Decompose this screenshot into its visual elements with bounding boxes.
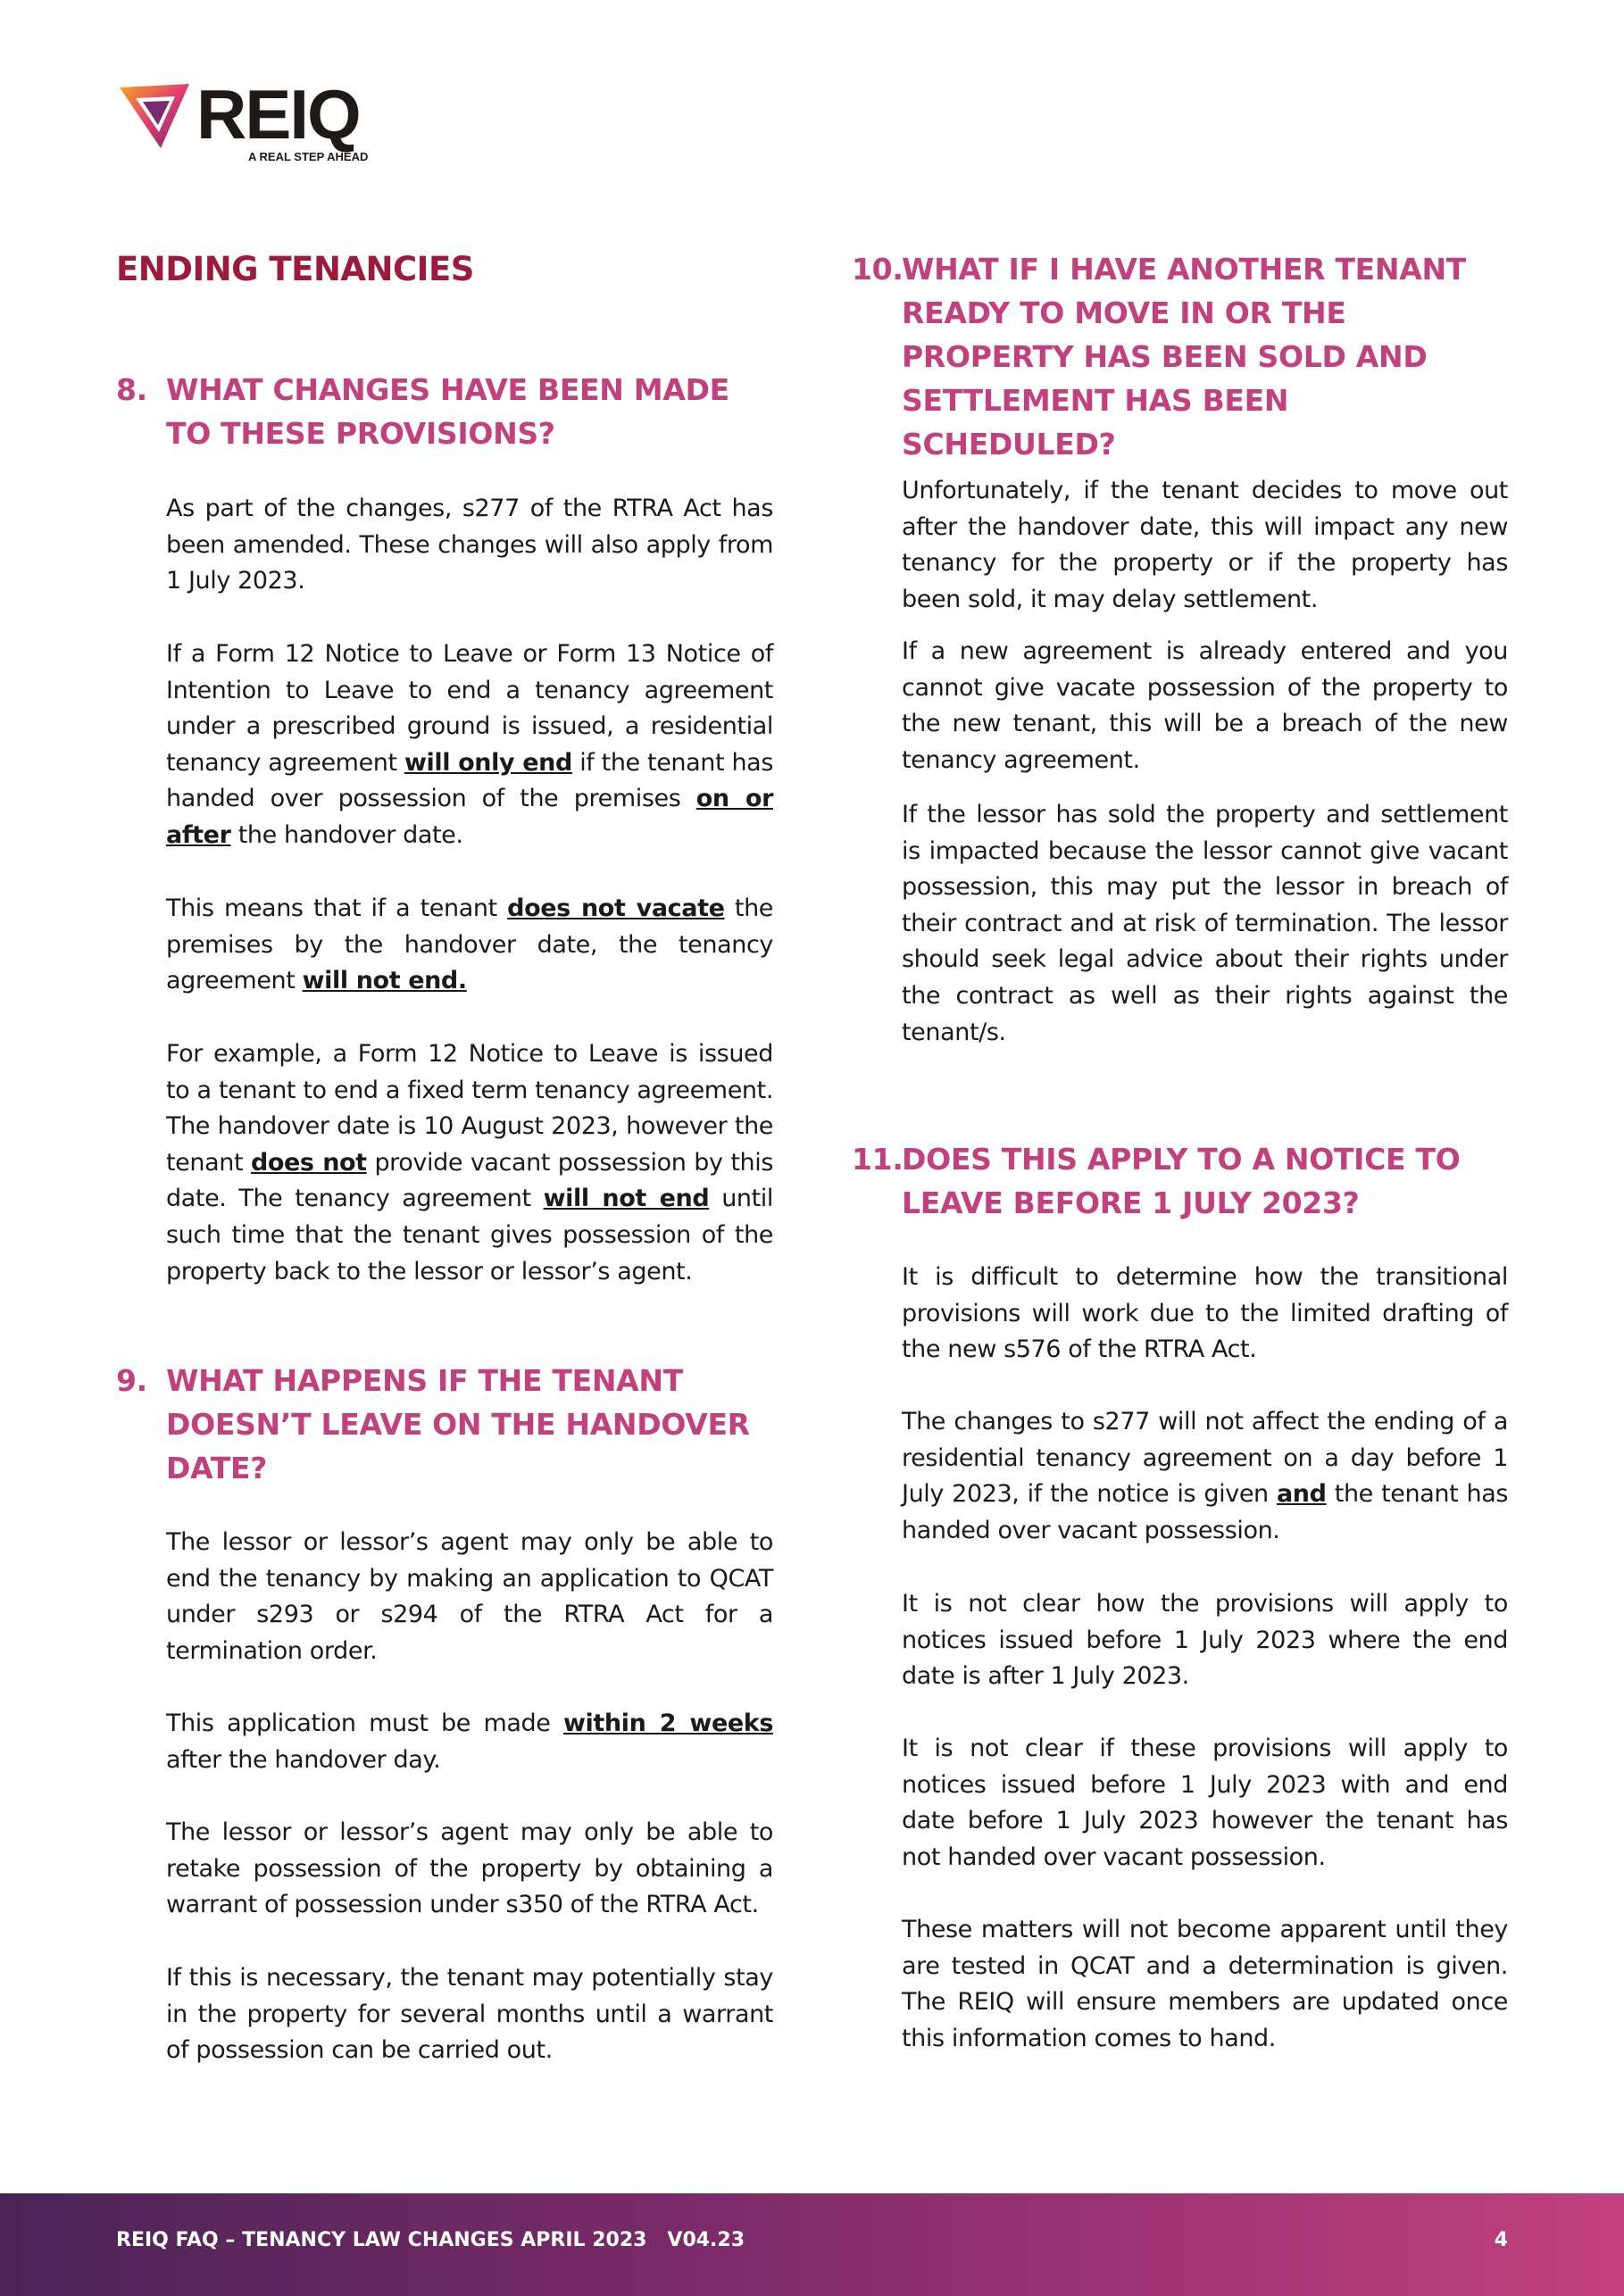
question-8-paragraph xyxy=(166,891,773,1000)
question-title: WHAT CHANGES HAVE BEEN MADE TO THESE PROVISIONS? xyxy=(166,372,729,451)
question-9-paragraph xyxy=(166,1525,773,1669)
question-number: 10. xyxy=(852,252,904,287)
question-11-paragraph xyxy=(902,1404,1508,1549)
emphasis-text: will not end xyxy=(543,1185,710,1213)
body-text: the handover date. xyxy=(230,820,463,849)
body-text: after the handover day. xyxy=(166,1745,441,1774)
section-title: ENDING TENANCIES xyxy=(116,250,474,288)
question-9-heading xyxy=(116,1359,773,1490)
body-text: These matters will not become apparent until they are tested in QCAT and a determination is given. The REIQ will ensure members are updated once this information comes to hand. xyxy=(902,1916,1508,2052)
emphasis-text: will only end xyxy=(404,748,572,777)
body-text: until such time that the tenant gives possession of the property back to the lessor or lessor’s agent. xyxy=(166,1185,774,1285)
question-10-paragraph xyxy=(902,634,1508,778)
question-10-heading xyxy=(852,247,1508,466)
body-text: For example, a Form 12 Notice to Leave is issued to a tenant to end a fixed term tenancy agreement. The handover date is 10 August 2023, however the tenant xyxy=(166,1040,773,1177)
body-text: The lessor or lessor’s agent may only be able to end the tenancy by making an application to QCAT under s293 or s294 of the RTRA Act for a termination order. xyxy=(166,1528,773,1665)
body-text: As part of the changes, s277 of the RTRA Act has been amended. These changes will also apply from 1 July 2023. xyxy=(166,495,773,595)
question-number: 11. xyxy=(852,1142,904,1177)
page-number: 4 xyxy=(1494,2229,1508,2251)
question-8-heading xyxy=(116,368,773,455)
body-text: Unfortunately, if the tenant decides to move out after the handover date, this will impact any new tenancy for the property or if the property has been sold, it may delay settlement. xyxy=(902,477,1508,613)
emphasis-text: will not end. xyxy=(302,967,467,995)
question-11-paragraph xyxy=(902,1912,1508,2057)
question-title: DOES THIS APPLY TO A NOTICE TO LEAVE BEFORE 1 JULY 2023? xyxy=(902,1142,1461,1220)
body-text: If a Form 12 Notice to Leave or Form 13 Notice of Intention to Leave to end a tenancy agreement under a prescribed ground is issued, a residential tenancy agreement xyxy=(166,640,773,777)
body-text: If this is necessary, the tenant may potentially stay in the property for several months until a warrant of possession can be carried out. xyxy=(166,1964,773,2065)
body-text: It is not clear how the provisions will apply to notices issued before 1 July 2023 where the end date is after 1 July 2023. xyxy=(902,1590,1508,1691)
footer-bar xyxy=(0,2193,1624,2296)
question-9-paragraph xyxy=(166,1706,773,1778)
body-text: the tenant has handed over vacant possession. xyxy=(902,1480,1509,1544)
body-text: It is not clear if these provisions will apply to notices issued before 1 July 2023 with and end date before 1 July 2023 however the tenant has not handed over vacant possession. xyxy=(902,1734,1508,1871)
emphasis-text: within 2 weeks xyxy=(563,1710,774,1737)
reiq-logo xyxy=(116,75,384,168)
question-11-paragraph xyxy=(902,1586,1508,1695)
logo-tagline: A REAL STEP AHEAD xyxy=(248,150,369,163)
question-8-paragraph xyxy=(166,491,773,600)
emphasis-text: on or after xyxy=(166,785,773,849)
body-text: If the lessor has sold the property and settlement is impacted because the lessor cannot give vacant possession, this may put the lessor in breach of their contract and at risk of termination. The lessor should seek legal advice about their rights under the contract as well as their rights against the tenant/s. xyxy=(902,801,1508,1046)
emphasis-text: and xyxy=(1276,1480,1327,1509)
question-title: WHAT IF I HAVE ANOTHER TENANT READY TO MOVE IN OR THE PROPERTY HAS BEEN SOLD AND SETTLEMENT HAS BEEN SCHEDULED? xyxy=(902,252,1466,462)
body-text: It is difficult to determine how the transitional provisions will work due to the limited drafting of the new s576 of the RTRA Act. xyxy=(902,1263,1508,1364)
body-text: provide vacant possession by this date. The tenancy agreement xyxy=(166,1148,774,1213)
body-text: The changes to s277 will not affect the ending of a residential tenancy agreement on a day before 1 July 2023, if the notice is given xyxy=(902,1408,1508,1509)
question-11-paragraph xyxy=(902,1260,1508,1368)
footer-title: REIQ FAQ – TENANCY LAW CHANGES APRIL 2023 V04.23 xyxy=(116,2229,745,2251)
question-number: 8. xyxy=(116,372,147,407)
body-text: the premises by the handover date, the tenancy agreement xyxy=(166,894,773,995)
body-text: The lessor or lessor’s agent may only be able to retake possession of the property by obtaining a warrant of possession under s350 of the RTRA Act. xyxy=(166,1818,773,1919)
emphasis-text: does not vacate xyxy=(507,894,725,922)
reiq-triangle-icon xyxy=(116,82,193,150)
question-9-paragraph xyxy=(166,1815,773,1924)
body-text: if the tenant has handed over possession of the premises xyxy=(166,748,773,813)
question-title: WHAT HAPPENS IF THE TENANT DOESN’T LEAVE ON THE HANDOVER DATE? xyxy=(166,1363,750,1485)
question-8-paragraph xyxy=(166,1036,773,1290)
body-text: This application must be made xyxy=(166,1710,563,1737)
question-8-paragraph xyxy=(166,636,773,854)
body-text: If a new agreement is already entered and you cannot give vacate possession of the property to the new tenant, this will be a breach of the new tenancy agreement. xyxy=(902,637,1508,774)
question-10-paragraph xyxy=(902,797,1508,1051)
question-number: 9. xyxy=(116,1363,147,1398)
question-11-paragraph xyxy=(902,1731,1508,1876)
logo-wordmark: REIQ xyxy=(196,75,360,154)
body-text: This means that if a tenant xyxy=(166,894,508,922)
question-11-heading xyxy=(852,1137,1508,1225)
question-9-paragraph xyxy=(166,1960,773,2069)
emphasis-text: does not xyxy=(250,1148,367,1177)
question-10-paragraph xyxy=(902,473,1508,618)
